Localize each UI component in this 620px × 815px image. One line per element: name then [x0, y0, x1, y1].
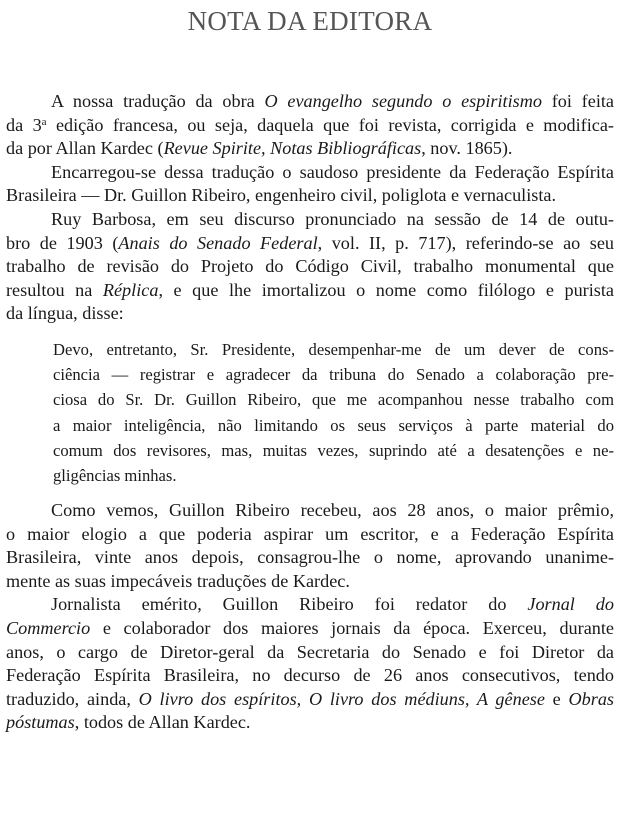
- block-quote: [53, 337, 614, 488]
- paragraph-4: [6, 499, 614, 593]
- text-line: Commercio e colaborador dos maiores jornais da época. Exerceu, durante: [6, 618, 614, 639]
- quote-line: ciência — registrar e agradecer da tribuna do Senado a colaboração pre-: [53, 365, 614, 385]
- paragraph-3: [6, 208, 614, 326]
- text-line: resultou na Réplica, e que lhe imortalizou o nome como filólogo e purista: [6, 279, 614, 300]
- text-line: bro de 1903 (Anais do Senado Federal, vol. II, p. 717), referindo-se ao seu: [6, 232, 614, 253]
- text-line: Federação Espírita Brasileira, no decurso de 26 anos consecutivos, tendo: [6, 665, 614, 686]
- quote-line: ciosa do Sr. Dr. Guillon Ribeiro, que me acompanhou nesse trabalho com: [53, 390, 614, 410]
- quote-line: gligências minhas.: [53, 465, 177, 485]
- text-line: póstumas, todos de Allan Kardec.: [6, 712, 251, 733]
- text-line: traduzido, ainda, O livro dos espíritos, O livro dos médiuns, A gênese e Obras: [6, 688, 614, 709]
- quote-line: a maior inteligência, não limitando os seus serviços à parte material do: [53, 415, 614, 435]
- text-line: da 3$^a$ edição francesa, ou seja, daquela que foi revista, corrigida e modifica-: [6, 114, 614, 135]
- text-line: mente as suas impecáveis traduções de Kardec.: [6, 570, 350, 591]
- text-line: Brasileira — Dr. Guillon Ribeiro, engenheiro civil, poliglota e vernaculista.: [6, 185, 557, 206]
- text-line: Encarregou-se dessa tradução o saudoso presidente da Federação Espírita: [51, 161, 614, 182]
- text-line: da por Allan Kardec (Revue Spirite, Notas Bibliográficas, nov. 1865).: [6, 138, 513, 159]
- paragraph-5: [6, 593, 614, 735]
- text-line: Brasileira, vinte anos depois, consagrou-lhe o nome, aprovando unanime-: [6, 547, 614, 568]
- page-title: NOTA DA EDITORA: [187, 6, 433, 36]
- text-line: Ruy Barbosa, em seu discurso pronunciado na sessão de 14 de outu-: [51, 208, 614, 229]
- quote-line: comum dos revisores, mas, muitas vezes, suprindo até a desatenções e ne-: [53, 440, 614, 460]
- text-line: A nossa tradução da obra O evangelho segundo o espiritismo foi feita: [51, 91, 614, 111]
- paragraph-2: [6, 161, 614, 208]
- text-line: anos, o cargo de Diretor-geral da Secretaria do Senado e foi Diretor da: [6, 641, 614, 662]
- text-line: Jornalista emérito, Guillon Ribeiro foi redator do Jornal do: [51, 594, 614, 615]
- document-body: [6, 90, 614, 735]
- text-line: o maior elogio a que poderia aspirar um escritor, e a Federação Espírita: [6, 523, 614, 544]
- text-line: trabalho de revisão do Projeto do Código Civil, trabalho monumental que: [6, 256, 614, 277]
- text-line: Como vemos, Guillon Ribeiro recebeu, aos 28 anos, o maior prêmio,: [51, 500, 614, 521]
- text-line: da língua, disse:: [6, 303, 124, 324]
- paragraph-1: [6, 90, 614, 161]
- quote-line: Devo, entretanto, Sr. Presidente, desempenhar-me de um dever de cons-: [53, 339, 614, 359]
